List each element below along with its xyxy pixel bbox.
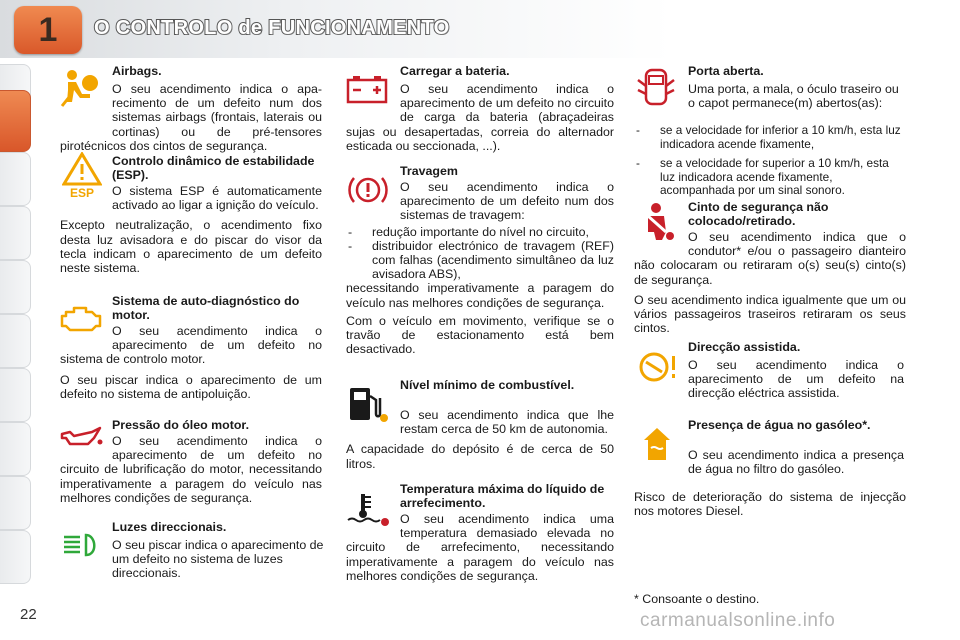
oil-body: O seu acendimento indica o aparecimento de um defeito no circuito de lubrificação do motor, necessitando imperativamente a paragem do veículo nas melhores condições de segurança.: [60, 434, 322, 505]
side-tab-2[interactable]: [0, 152, 31, 206]
steering-body: O seu acendimento indica o aparecimento de um defeito na direcção eléctrica assistida.: [688, 358, 904, 401]
side-tab-4[interactable]: [0, 260, 31, 314]
airbags-body: O seu acendimento indica o aparecimento de um defeito num dos sistemas airbags (frontais, laterais ou cortinas) ou de pré-tensores pirotécnicos dos cintos de segurança.: [60, 82, 322, 153]
brakes-body-3: Com o veículo em movimento, verifique se o travão de estacionamento está bem desactivado.: [346, 313, 614, 357]
water-body: O seu acendimento indica a presença de água no filtro do gasóleo.: [688, 448, 904, 477]
fuel-title: Nível mínimo de combustível.: [400, 378, 575, 392]
side-tab-active[interactable]: [0, 90, 31, 152]
battery-text: [346, 82, 614, 153]
battery-body: O seu acendimento indica o aparecimento de um defeito no circuito de carga da bateria (abraçadeiras sujas ou desapertadas, correia do alternador esticada ou seccionada, ...).: [346, 82, 614, 153]
oil-title: Pressão do óleo motor.: [112, 418, 250, 432]
airbags-title: Airbags.: [112, 64, 162, 78]
fuel-body-2: A capacidade do depósito é de cerca de 50 litros.: [346, 442, 614, 471]
engine-title: Sistema de auto-diagnóstico do motor.: [112, 294, 300, 323]
side-tab-5[interactable]: [0, 314, 31, 368]
side-tab-9[interactable]: [0, 530, 31, 584]
power-steering-icon: [636, 350, 678, 384]
side-tab-3[interactable]: [0, 206, 31, 260]
esp-body-2: Excepto neutralização, o acendimento fixo desta luz avisadora e do piscar do visor da tecla indicam o aparecimento de um defeito neste sistema.: [60, 218, 322, 276]
chapter-number: 1: [38, 11, 58, 49]
coolant-body: O seu acendimento indica uma temperatura demasiado elevada no circuito de arrefecimento, necessitando imperativamente a paragem do veículo nas melhores condições de segurança.: [346, 512, 614, 583]
footnote: * Consoante o destino.: [634, 592, 760, 606]
watermark: carmanualsonline.info: [640, 610, 836, 631]
steering-title: Direcção assistida.: [688, 340, 801, 354]
brakes-item-2: - distribuidor electrónico de travagem (REF) com falhas (acendimento simultâneo da luz avisadora ABS),: [346, 239, 614, 282]
esp-text: [60, 184, 322, 275]
side-tab-6[interactable]: [0, 368, 31, 422]
belt-body-2: O seu acendimento indica igualmente que um ou vários passageiros traseiros retiraram os seus cintos.: [634, 292, 906, 336]
coolant-text: [346, 512, 614, 583]
water-body-2: Risco de deterioração do sistema de injecção nos motores Diesel.: [634, 490, 906, 519]
battery-title: Carregar a bateria.: [400, 64, 510, 78]
side-tab-7[interactable]: [0, 422, 31, 476]
brakes-body: O seu acendimento indica o aparecimento de um defeito num dos sistemas de travagem:: [400, 180, 614, 223]
engine-text: [60, 324, 322, 401]
brakes-text: [346, 180, 614, 356]
brakes-item-1: - redução importante do nível no circuito,: [346, 225, 614, 239]
esp-title: Controlo dinâmico de estabilidade (ESP).: [112, 154, 315, 183]
engine-body: O seu acendimento indica o aparecimento de um defeito no sistema de controlo motor.: [60, 324, 322, 367]
belt-body: O seu acendimento indica que o condutor* e/ou o passageiro dianteiro não colocaram ou retiraram o(s) seu(s) cinto(s) de segurança.: [634, 230, 906, 287]
door-item-2: - se a velocidade for superior a 10 km/h, esta luz indicadora acende fixamente, acompanhada por um sinal sonoro.: [634, 157, 906, 198]
door-title: Porta aberta.: [688, 64, 764, 78]
engine-body-2: O seu piscar indica o aparecimento de um defeito no sistema de antipoluição.: [60, 372, 322, 401]
brakes-body-2: necessitando imperativamente a paragem do veículo nas melhores condições de segurança.: [346, 281, 614, 310]
fuel-body: O seu acendimento indica que lhe restam cerca de 50 km de autonomia.: [400, 408, 614, 437]
brakes-title: Travagem: [400, 164, 458, 178]
esp-body: O sistema ESP é automaticamente activado ao ligar a ignição do veículo.: [112, 184, 322, 213]
airbags-text: [60, 82, 322, 153]
page-number: 22: [20, 606, 37, 623]
fuel-text: [346, 408, 614, 471]
door-body: Uma porta, a mala, o óculo traseiro ou o capot permanece(m) abertos(as):: [688, 82, 899, 111]
oil-text: [60, 434, 322, 505]
side-tab-8[interactable]: [0, 476, 31, 530]
door-item-1: - se a velocidade for inferior a 10 km/h, esta luz indicadora acende fixamente,: [634, 124, 906, 151]
belt-text: [634, 230, 906, 335]
lights-body: O seu piscar indica o aparecimento de um defeito no sistema de luzes direccionais.: [112, 538, 324, 581]
water-title: Presença de água no gasóleo*.: [688, 418, 871, 432]
door-list: [634, 124, 906, 198]
door-open-icon: [636, 66, 676, 108]
coolant-title: Temperatura máxima do líquido de arrefecimento.: [400, 482, 605, 511]
direction-lights-icon: [60, 532, 100, 558]
belt-title: Cinto de segurança não colocado/retirado.: [688, 200, 829, 229]
water-in-diesel-icon: [640, 424, 674, 464]
lights-title: Luzes direccionais.: [112, 520, 227, 534]
page-title: O CONTROLO de FUNCIONAMENTO: [94, 17, 450, 39]
esp-icon-label: ESP: [69, 186, 95, 198]
